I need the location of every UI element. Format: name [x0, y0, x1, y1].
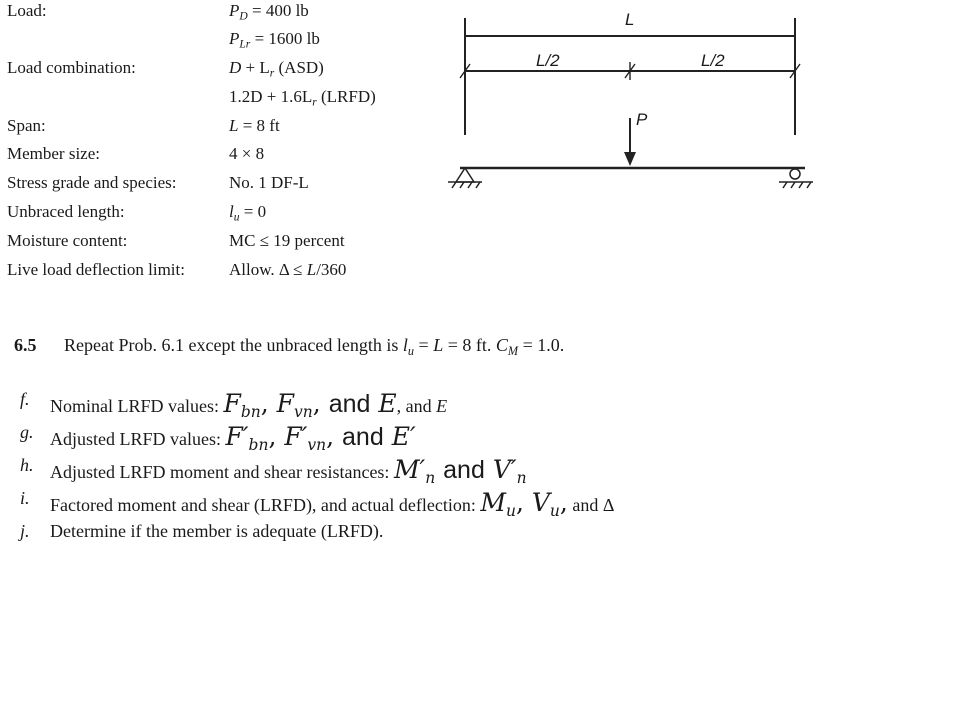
beam-diagram	[440, 0, 830, 200]
part-letter: j.	[20, 521, 30, 541]
span-label: L	[625, 10, 635, 29]
half-span-left-label: L/2	[536, 51, 560, 70]
part-text: Factored moment and shear (LRFD), and actual deflection: $M_u$, $V_u$, and Δ	[50, 488, 615, 520]
given-label: Span:	[7, 116, 46, 135]
given-label: Moisture content:	[7, 231, 128, 250]
given-label: Stress grade and species:	[7, 173, 177, 192]
problem-number: 6.5	[14, 335, 37, 355]
given-value: L = 8 ft	[229, 116, 280, 135]
given-value: $l_u = 0$	[229, 202, 267, 224]
given-label: Load:	[7, 1, 47, 20]
part-letter: h.	[20, 455, 34, 475]
given-value: $P_D = 400$ lb	[229, 1, 309, 23]
part-letter: g.	[20, 422, 34, 442]
given-label: Member size:	[7, 144, 100, 163]
given-value: 4 × 8	[229, 144, 265, 163]
given-value: No. 1 DF-L	[229, 173, 309, 192]
given-value: $D + L_r$ (ASD)	[229, 58, 324, 80]
given-value: $P_{Lr} = 1600$ lb	[229, 29, 320, 51]
given-value: $1.2D + 1.6L_r$ (LRFD)	[229, 87, 376, 109]
given-label: Unbraced length:	[7, 202, 125, 221]
half-span-right-label: L/2	[701, 51, 725, 70]
part-text: Determine if the member is adequate (LRFD).	[50, 521, 384, 541]
part-text: Nominal LRFD values: $F_{bn}$, $F_{vn}$, and E, and E	[50, 389, 448, 421]
problem-text: Repeat Prob. 6.1 except the unbraced length is $l_u = L = 8$ ft. $C_M = 1.0$.	[64, 335, 565, 358]
part-letter: f.	[20, 389, 30, 409]
given-value: MC ≤ 19 percent	[229, 231, 345, 250]
load-label: P	[636, 110, 648, 129]
roller-support-right	[779, 169, 813, 188]
part-letter: i.	[20, 488, 30, 508]
load-arrow-head	[624, 152, 636, 166]
problem-statement	[14, 333, 564, 357]
part-text: Adjusted LRFD moment and shear resistances: $M'_n$ and $V'_n$	[50, 455, 527, 487]
pin-support-left	[448, 168, 482, 188]
part-text: Adjusted LRFD values: $F'_{bn}$, $F'_{vn}$, and E′	[50, 422, 416, 454]
given-label: Load combination:	[7, 58, 136, 77]
given-label: Live load deflection limit:	[7, 260, 185, 279]
given-value: Allow. Δ ≤ L/360	[229, 260, 347, 279]
